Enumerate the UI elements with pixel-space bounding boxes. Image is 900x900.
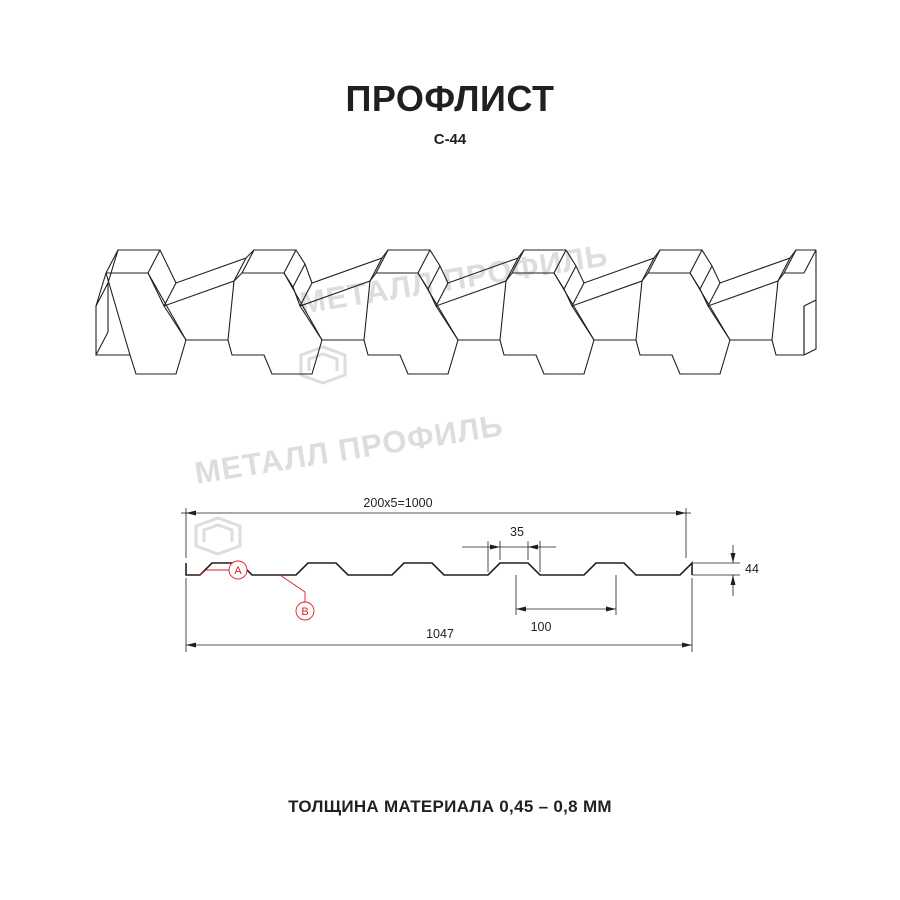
dimension-label-pitch-total: 200х5=1000 (363, 496, 433, 510)
dimension-label-height: 44 (745, 562, 759, 576)
material-thickness-note: ТОЛЩИНА МАТЕРИАЛА 0,45 – 0,8 ММ (288, 797, 612, 816)
profiled-sheet-cross-section (186, 563, 692, 575)
page-title: ПРОФЛИСТ (345, 78, 555, 119)
dimension-lines (181, 508, 740, 652)
dimension-label-overall-width: 1047 (426, 627, 454, 641)
dimension-label-pitch: 100 (530, 620, 552, 634)
dimension-label-rib-top-width: 35 (510, 525, 524, 539)
watermark-upper-text: МЕТАЛЛ ПРОФИЛЬ (297, 237, 611, 321)
profiled-sheet-perspective-view (96, 228, 816, 374)
callout-label-b: B (301, 606, 309, 618)
watermark-lower-text: МЕТАЛЛ ПРОФИЛЬ (192, 407, 506, 491)
callout-leaders (200, 561, 314, 620)
page-subtitle: С-44 (433, 131, 467, 148)
callout-label-a: A (234, 565, 242, 577)
